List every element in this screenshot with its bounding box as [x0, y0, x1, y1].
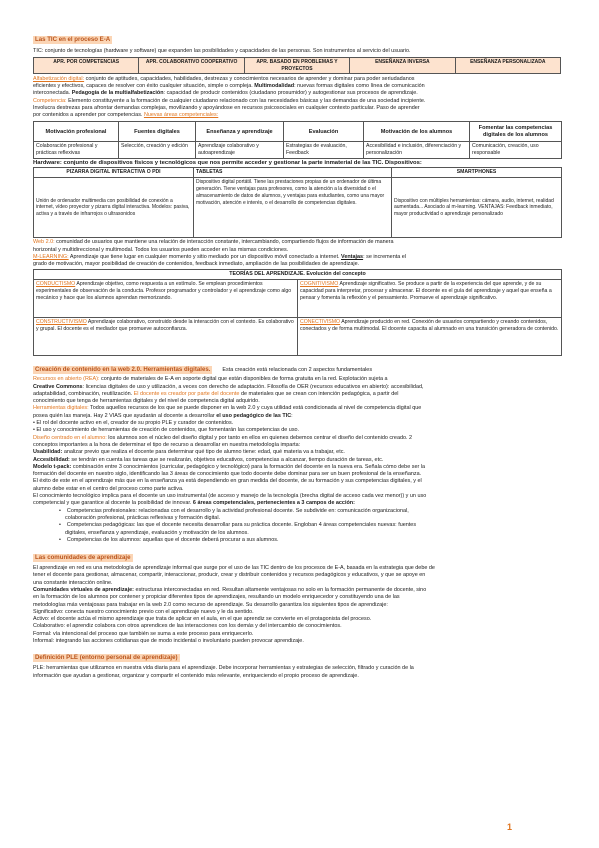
diseno-line-1 — [33, 435, 561, 442]
section-title-comunidades: Las comunidades de aprendizaje — [35, 554, 131, 562]
tpack-line-4: alumno debe estar en el centro del proceso como parte activa. — [33, 485, 184, 492]
conocimiento-line-1: El conocimiento tecnológico implica para el docente un uso instrumental (de acceso y manejo de la tecnología (brecha digital de acceso cada vez menor)) y un uso — [33, 493, 427, 500]
competence-areas-table — [33, 121, 562, 159]
term-label: El docente es creador por parte del docente — [133, 390, 240, 397]
web20-line-2: horizontal y multidireccional y multimodal. Todos los usuarios pueden acceder en las mismas condiciones. — [33, 246, 289, 253]
text-span: integrando las acciones cotidianas que de modo incidental o involuntario pueden provocar aprendizaje. — [54, 638, 304, 645]
formal-line — [33, 631, 561, 638]
area-cell: Accesibilidad e inclusión, diferenciación y personalización — [364, 142, 470, 159]
text-span: posea quién las maneja. Hay 2 VIAS que ayudarán al docente a desarrollar — [33, 412, 217, 419]
ple-line-1: PLE: herramientas que utilizamos en nuestra vida diaria para el aprendizaje. Debe incorporar herramientas y estrategias de selección, filtrado y curación de la — [33, 665, 414, 672]
text-span: eficientes y efectivos, capaces de resolver con éxito cualquier situación, simple o compleja. — [33, 83, 255, 89]
campo-bullet-2: • Competencias pedagógicas: las que el docente necesita desarrollar para su práctica docente. Engloban 4 áreas competenciales nuevas: fuentes — [59, 522, 417, 529]
device-header: PIZARRA DIGITAL INTERACTIVA O PDI — [34, 168, 194, 178]
text-span: los alumnos son el núcleo del diseño digital y por tanto en ellos en quienes debemos centrar el diseño del contenido creado. 2 — [106, 434, 413, 441]
usabilidad-line — [33, 449, 561, 456]
competencia-line-2: Involucra destrezas para afrontar demandas complejas, movilizando y apoyándose en recursos psicosociales en cualquier contexto particular. Paso de aprender — [33, 104, 420, 111]
term-label: Significativo: — [33, 608, 64, 615]
theory-name: CONSTRUCTIVISMO — [36, 319, 87, 326]
text-span: comunidad de usuarios que mantiene una relación de interacción constante, intercambiando, compartiendo flujos de información de manera — [54, 239, 394, 246]
text-span: : nuevas formas digitales como línea de comunicación — [294, 83, 425, 89]
theory-constructivismo — [34, 318, 298, 356]
text-span: conjunto de aptitudes, capacidades, habilidades, destrezas y conocimientos necesarios de aprender y dominar para poder seriudadanos — [84, 75, 415, 82]
text-span: analizar previo que realiza el docente para determinar qué tipo de alumno tiene: edad, qué materia va a trabajar, etc. — [62, 449, 345, 456]
text-span: vía intencional del proceso que también se suma a este proceso para enriquecerlo. — [51, 630, 254, 637]
devices-table — [33, 167, 562, 238]
area-header: Fuentes digitales — [119, 122, 196, 142]
text-span: combinación entre 3 conocimientos (curricular, pedagógico y tecnológico) para la formación del docente en la nueva era. Señala cómo debe ser la — [71, 463, 426, 470]
text-span: de materiales que se crean con intención pedagógica, a partir del — [239, 390, 399, 397]
cva-line-1 — [33, 587, 561, 594]
section-title-creacion: Creación de contenido en la web 2.0. Herramientas digitales. — [35, 366, 211, 374]
rea-line-3 — [33, 391, 561, 398]
theory-text: Aprendizaje significativo. Se produce a partir de la experiencia del que aprende, y de su capacidad para interpretar, procesar y almacenar. El docente es el guía del aprendizaje y aquel que enseña a pensar y fomenta la reflexión y el pensamiento. Promueve el aprendizaje significativo. — [300, 281, 552, 301]
herramientas-bullet-1: • El rol del docente activo en el, creador de su propio PLE y curador de contenidos. — [33, 420, 234, 427]
diseno-line-2: conceptos importantes a la hora de determinar el tipo de recurso a desarrollar en nuestra metodología imparta: — [33, 441, 301, 448]
theory-name: COGNITIVISMO — [300, 281, 339, 288]
area-header: Motivación profesional — [34, 122, 119, 142]
text-span: interconectada. — [33, 90, 72, 97]
rea-line-2 — [33, 384, 561, 391]
competencia-line-3 — [33, 112, 561, 119]
method-cell: ENSEÑANZA INVERSA — [350, 58, 455, 73]
device-cell-tablet: Dispositivo digital portátil. Tiene las prestaciones propias de un ordenador de última generación. Tiene ventajas para profesores, como la atención a la diversidad o el almacenamiento de datos de alumnos, y ventajas para estudiantes, como una mayor motivación, atención e interés, o el desarrollo de competencias digitales. — [194, 178, 392, 238]
tpack-line-1 — [33, 464, 561, 471]
cva-line-3: metodologías más ventajosas para trabajar en la web 2.0 como recurso de aprendizaje. Su desarrollo garantiza los siguientes tipos de aprendizaje: — [33, 601, 388, 608]
text-span: adaptabilidad, combinación, reutilización. — [33, 390, 134, 397]
informal-line — [33, 638, 561, 645]
document-page — [33, 28, 561, 680]
section-title-tic: Las TIC en el proceso E-A — [35, 36, 111, 43]
text-span: conecta nuestro conocimiento previo con el aprendizaje nuevo y le da sentido. — [63, 608, 254, 615]
area-cell: Aprendizaje colaborativo y autoaprendizaje — [196, 142, 284, 159]
theories-header: TEORÍAS DEL APRENDIZAJE. Evolución del concepto — [34, 270, 562, 280]
text-span: Competencias de los alumnos: aquellas que el docente deberá procurar a sus alumnos. — [66, 536, 279, 543]
text-span: conjunto de materiales de E-A en soporte digital que están disponibles de forma gratuita en la red. Explotación sujeta a — [99, 376, 388, 383]
term-label: Modelo t-pack: — [33, 463, 72, 470]
term-label: Activo: — [33, 616, 50, 623]
text-span: Elemento constituyente a la formación de cualquier ciudadano relacionado con las necesidades básicas y las demandas de una sociedad incipiente. — [66, 97, 426, 104]
method-cell: APR. COLABORATIVO COOPERATIVO — [139, 58, 244, 73]
section-2-header — [33, 358, 561, 376]
method-cell: APR. BASADO EN PROBLEMAS Y PROYECTOS — [244, 58, 349, 73]
text-span: Aprendizaje que tiene lugar en cualquier momento y sitio mediado por un dispositivo móvil conectado a internet. — [68, 253, 341, 260]
term-label: Competencia: — [33, 97, 67, 104]
mlearning-line-1 — [33, 254, 561, 261]
theory-name: CONDUCTISMO — [36, 281, 76, 288]
theory-text: Aprendizaje producido en red. Conexión de usuarios compartiendo y creando contenidos, conectados y de forma multimodal. El docente capacita al alumnado en una transición generadora de contenido. — [300, 319, 559, 333]
method-cell: APR. POR COMPETENCIAS — [34, 58, 139, 73]
term-label: Colaborativo: — [33, 623, 66, 630]
text-span: el aprendiz colabora con otros aprendices de las interacciones con los demás y del intercambio de conocimientos. — [65, 623, 342, 630]
cva-line-2: en la formación de los alumnos por contener y propiciar diferentes tipos de aprendizajes, resultando un modelo enriquecedor y constituyendo una de las — [33, 594, 400, 601]
hardware-title: Hardware: conjunto de dispositivos físicos y tecnológicos que nos permite acceder y gestionar la parte inmaterial de las TIC. Dispositivos: — [33, 160, 422, 167]
term-label: Informal: — [33, 638, 55, 645]
term-label: Diseño centrado en el alumno: — [33, 434, 107, 441]
campo-bullet-2-cont: digitales, enseñanza y aprendizaje, evaluación y motivación de los alumnos. — [65, 529, 249, 536]
theory-cognitivismo — [298, 280, 562, 318]
term-label: Ventajas — [341, 253, 364, 260]
term-label: Creative Commons — [33, 383, 83, 390]
text-span: se tendrán en cuenta las tareas que se realizarán, objetivos educativos, competencias a alcanzar, tiempo duración de tareas, etc. — [69, 456, 384, 463]
method-cell: ENSEÑANZA PERSONALIZADA — [455, 58, 560, 73]
competencia-line-1 — [33, 98, 561, 105]
rea-line-4: conocimiento que tenga de herramientas digitales y del nivel de competencia digital adquirido. — [33, 398, 260, 405]
term-label: Usabilidad: — [33, 449, 63, 456]
theory-conductismo — [34, 280, 298, 318]
text-span: competencial y que garantice al docente la posibilidad de innovar. — [33, 500, 193, 507]
activo-line — [33, 616, 561, 623]
text-span: por contenidos a aprender por competencias. — [33, 112, 144, 119]
tpack-line-3: El éxito de este en el aprendizaje más que en la enseñanza ya está dependiendo en gran medida del docente, de su formación y sus competencias digitales, y el — [33, 478, 422, 485]
comunidades-line-2: tener el docente para gestionar, almacenar, compartir, interaccionar, producir, crear y distribuir contenidos y recursos pedagógicos y educativos, y que se apoye en — [33, 572, 426, 579]
text-span: Competencias pedagógicas: las que el docente necesita desarrollar para su práctica docente. Engloban 4 áreas competenciales nuevas: fuentes — [66, 522, 417, 529]
text-span: : licencias digitales de uso y utilización, a veces con derecho de adaptación. Filosofía de OER (recursos educativos en abierto): accesibilidad, — [82, 383, 424, 390]
area-header: Enseñanza y aprendizaje — [196, 122, 284, 142]
accesibilidad-line — [33, 457, 561, 464]
alfabetizacion-line-3 — [33, 90, 561, 97]
campo-bullet-1-cont: colaboración profesional, prácticas reflexivas y formación digital. — [65, 514, 221, 521]
device-header: TABLETAS — [194, 168, 392, 178]
theory-text: Aprendizaje colaborativo, construido desde la interacción con el contexto. Es colaborativo y grupal. El docente es el mediador que promueve autoconfianza. — [36, 319, 294, 333]
term-label: Pedagogía de la multialfabetización — [71, 90, 164, 97]
section-subtitle: Esta creación está relacionada con 2 aspectos fundamentales — [222, 367, 373, 374]
conocimiento-line-2 — [33, 500, 561, 507]
campo-bullet-1: • Competencias profesionales: relacionadas con el desarrollo y la actividad profesional docente. Se subdivide en: comunicación organizacional, — [59, 507, 409, 514]
text-span: : — [291, 412, 293, 419]
alfabetizacion-line-2 — [33, 83, 561, 90]
area-header: Motivación de los alumnos — [364, 122, 470, 142]
device-header: SMARTPHONES — [392, 168, 562, 178]
section-title-ple: Definición PLE (entorno personal de aprendizaje) — [35, 654, 178, 662]
device-cell-pdi: Unión de ordenador multimedia con posibilidad de conexión a internet, vídeo proyector y pizarra digital interactiva. Modelos: pasiva, activa y a través de infrarrojos o ultrasonidos — [34, 178, 194, 238]
area-cell: Colaboración profesional y prácticas reflexivas — [34, 142, 119, 159]
text-span: : capacidad de producir contenidos (ciudadano prosumidor) y autogestionar sus procesos de aprendizaje. — [163, 90, 418, 97]
area-cell: Selección, creación y edición — [119, 142, 196, 159]
term-label: 6 áreas competenciales, pertenecientes a 3 campos de acción: — [192, 500, 355, 507]
ple-line-2: información que ayudan a gestionar, organizar y compartir el contenido más relevante, enriqueciendo el propio proceso de aprendizaje. — [33, 672, 359, 679]
term-label: Accesibilidad: — [33, 456, 70, 463]
campo-bullet-3: • Competencias de los alumnos: aquellas que el docente deberá procurar a sus alumnos. — [59, 536, 279, 543]
competences-method-table — [33, 57, 561, 73]
term-label: Recursos en abierto (REA): — [33, 376, 100, 383]
herramientas-bullet-2: • El uso y conocimiento de herramientas de creación de contenidos, que fomentarán las competencias de uso. — [33, 427, 300, 434]
area-cell: Comunicación, creación, uso responsable — [470, 142, 562, 159]
term-label: Web 2.0: — [33, 239, 55, 246]
area-header: Evaluación — [284, 122, 364, 142]
comunidades-line-1: El aprendizaje en red es una metodología de aprendizaje informal que surge por el uso de las TIC dentro de los procesos de E-A, basada en la estrategia que debe de — [33, 565, 435, 572]
theory-name: CONECTIVISMO — [300, 319, 341, 326]
text-span: el docente actúa el mismo aprendizaje que trata de aplicar en el aula, en el que aprendiz se convierte en el protagonista del proceso. — [49, 616, 372, 623]
web20-line-1 — [33, 239, 561, 246]
theory-conectivismo — [298, 318, 562, 356]
rea-line-1 — [33, 376, 561, 383]
term-label: M-LEARNING: — [33, 253, 69, 260]
text-span: estructuras interconectadas en red. Resultan altamente ventajosas no solo en la formación permanente de docente, sino — [133, 586, 427, 593]
comunidades-line-3: una constante interacción online. — [33, 579, 113, 586]
term-label: Nuevas áreas competenciales: — [143, 112, 219, 119]
alfabetizacion-line-1 — [33, 76, 561, 83]
device-cell-smartphone: Dispositivo con múltiples herramientas: cámara, audio, internet, realidad aumentada... Asociado al m-learning. VENTAJAS: Feedback inmediato, mayor productividad o aprendizaje personalizado — [392, 178, 562, 238]
term-label: Formal: — [33, 630, 52, 637]
term-label: el uso pedagógico de las TIC — [216, 412, 292, 419]
text-span: Todos aquellos recursos de los que se puede disponer en la web 2.0 y cuya utilidad está condicionada al nivel de competencia digital que — [88, 405, 422, 412]
colaborativo-line — [33, 623, 561, 630]
area-header: Fomentar las competencias digitales de los alumnos — [470, 122, 562, 142]
area-cell: Estrategias de evaluación, Feedback — [284, 142, 364, 159]
page-number: 1 — [507, 822, 513, 832]
herramientas-line-2 — [33, 413, 561, 420]
text-span: Competencias profesionales: relacionadas con el desarrollo y la actividad profesional docente. Se subdivide en: comunicación organizacional, — [66, 507, 409, 514]
significativo-line — [33, 609, 561, 616]
term-label: Herramientas digitales: — [33, 405, 89, 412]
text-span: : se incrementa el — [363, 253, 406, 260]
herramientas-line-1 — [33, 405, 561, 412]
tic-definition: TIC: conjunto de tecnologías (hardware y software) que expanden las posibilidades y capacidades de las personas. Son instrumentos al servicio del usuario. — [33, 48, 411, 54]
tpack-line-2: formación del docente en nuestro siglo, identificando las 3 áreas de conocimiento que todo docente debe dominar para ser un buen profesional de la enseñanza. — [33, 471, 422, 478]
term-label: Comunidades virtuales de aprendizaje: — [33, 586, 134, 593]
term-label: Multimodalidad — [254, 83, 295, 89]
mlearning-line-2: grado de motivación, mayor posibilidad de creación de contenidos, feedback inmediato, ampliación de las posibilidades de aprendizaje. — [33, 261, 360, 268]
term-label: Alfabetización digital: — [33, 75, 85, 82]
theory-text: Aprendizaje objetivo, como respuesta a un estímulo. Se emplean procedimientos experimentales de observación de la conducta. Profesor programador y controlador y el aprendizaje como algo mecánico y hace que los alumnos aprendan memorizando. — [36, 281, 292, 301]
learning-theories-table — [33, 269, 562, 356]
